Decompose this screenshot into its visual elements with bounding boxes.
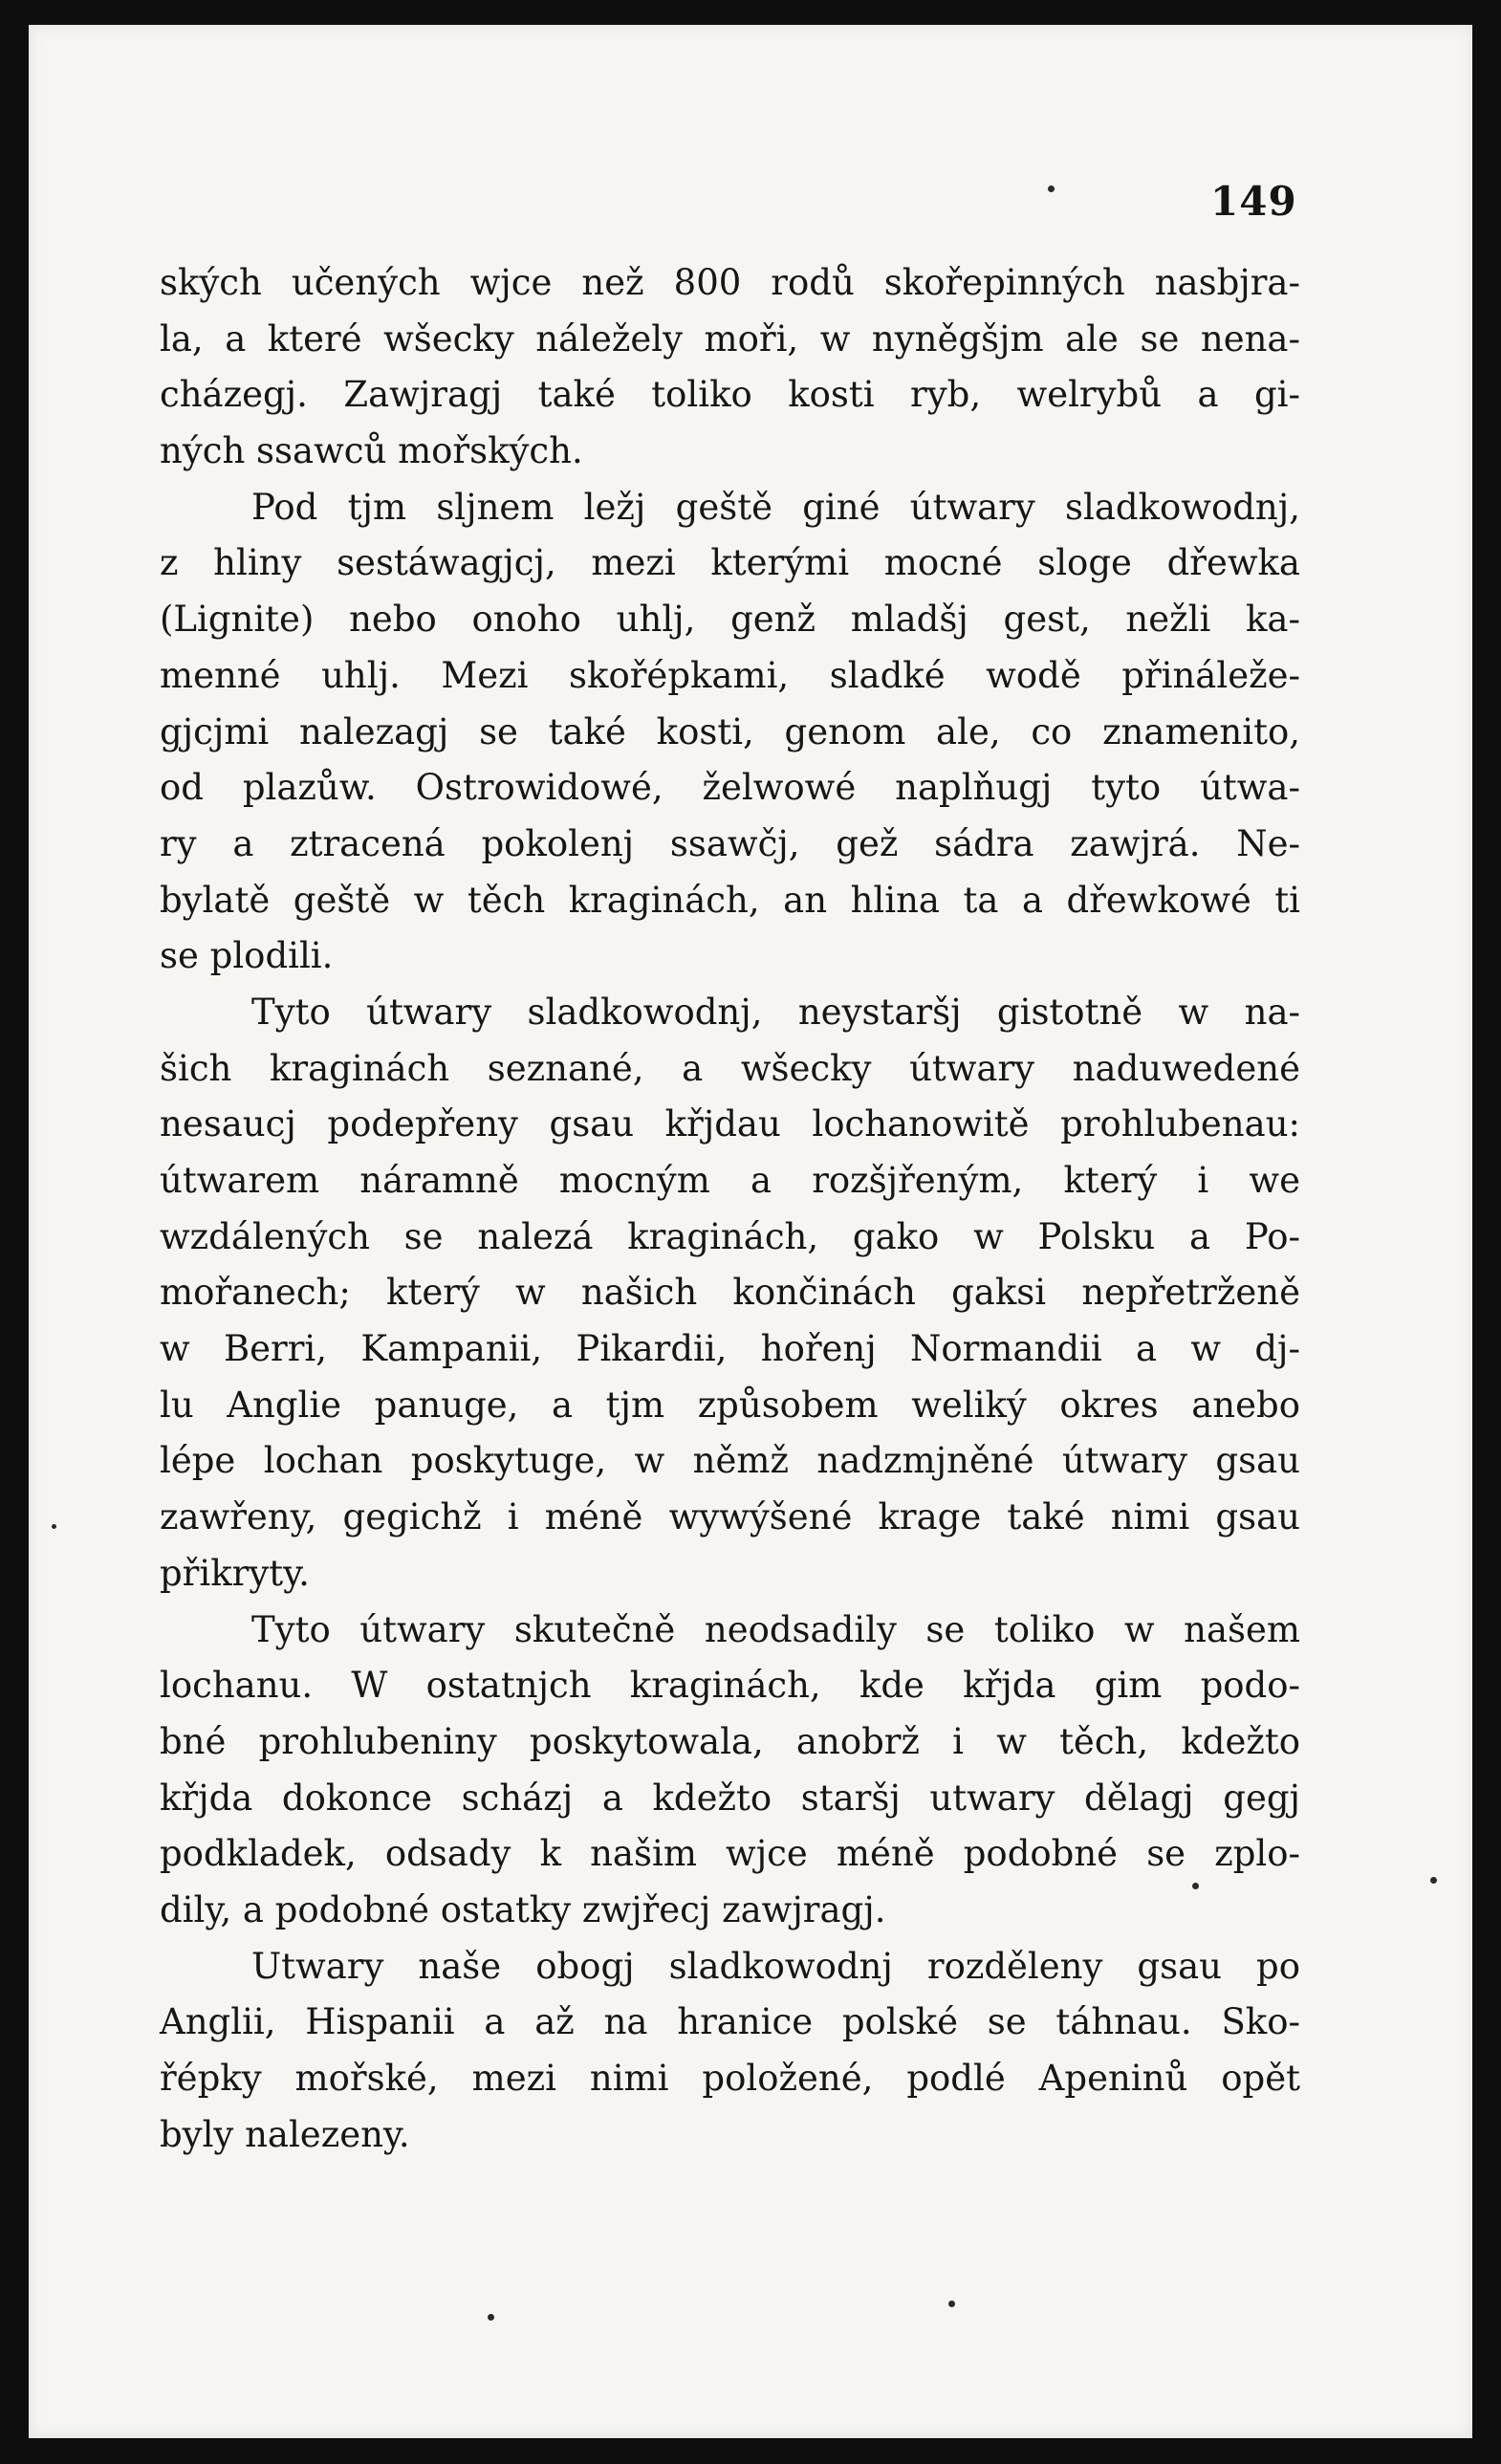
text-line: přikryty. bbox=[160, 1552, 310, 1594]
text-line: Anglii, Hispanii a až na hranice polské se táhnau. Sko- bbox=[160, 2001, 1300, 2043]
text-line: řépky mořské, mezi nimi položené, podlé Apeninů opět bbox=[160, 2058, 1300, 2099]
text-line: mořanech; který w našich končinách gaksi nepřetrženě bbox=[160, 1272, 1300, 1314]
text-line: cházegj. Zawjragj také toliko kosti ryb, welrybů a gi- bbox=[160, 374, 1300, 416]
scan-speck bbox=[1430, 1877, 1437, 1884]
text-line: ných ssawců mořských. bbox=[160, 430, 583, 472]
text-line: bylatě geště w těch kraginách, an hlina ta a dřewkowé ti bbox=[160, 879, 1300, 921]
scan-speck bbox=[1048, 185, 1055, 192]
body-text bbox=[160, 255, 1300, 2163]
text-line: šich kraginách seznané, a wšecky útwary naduwedené bbox=[160, 1047, 1300, 1089]
text-line: Tyto útwary skutečně neodsadily se toliko w našem bbox=[251, 1608, 1300, 1650]
text-line: křjda dokonce scházj a kdežto staršj utwary dělagj gegj bbox=[160, 1777, 1300, 1819]
text-line: zawřeny, gegichž i méně wywýšené krage také nimi gsau bbox=[160, 1496, 1300, 1538]
page-number: 149 bbox=[1210, 178, 1297, 225]
text-line: se plodili. bbox=[160, 935, 334, 977]
text-line: od plazůw. Ostrowidowé, želwowé naplňugj tyto útwa- bbox=[160, 767, 1300, 809]
text-line: gjcjmi nalezagj se také kosti, genom ale, co znamenito, bbox=[160, 710, 1300, 752]
text-line: útwarem náramně mocným a rozšjřeným, který i we bbox=[160, 1160, 1300, 1201]
text-line: podkladek, odsady k našim wjce méně podobné se zplo- bbox=[160, 1833, 1300, 1875]
text-line: w Berri, Kampanii, Pikardii, hořenj Normandii a w dj- bbox=[160, 1328, 1300, 1370]
text-line: Utwary naše obogj sladkowodnj rozděleny gsau po bbox=[251, 1945, 1300, 1987]
scan-speck bbox=[1192, 1883, 1199, 1889]
book-page bbox=[29, 25, 1472, 2438]
scan-speck bbox=[948, 2300, 955, 2307]
text-line: Pod tjm slјnem ležj geště giné útwary sladkowodnj, bbox=[251, 486, 1300, 528]
text-line: menné uhlj. Mezi skořépkami, sladké wodě přináleže- bbox=[160, 654, 1300, 696]
text-line: la, a které wšecky náležely moři, w nyněgšjm ale se nena- bbox=[160, 317, 1300, 360]
scan-speck bbox=[52, 1524, 56, 1529]
scan-speck bbox=[488, 2314, 494, 2321]
text-line: byly nalezeny. bbox=[160, 2113, 410, 2155]
text-line: bné prohlubeniny poskytowala, anobrž i w těch, kdežto bbox=[160, 1720, 1300, 1762]
text-line: dily, a podobné ostatky zwjřecj zawjragj. bbox=[160, 1888, 886, 1930]
text-line: z hliny sestáwagjcj, mezi kterými mocné sloge dřewka bbox=[160, 542, 1300, 584]
text-line: (Lignite) nebo onoho uhlj, genž mladšj gest, nežli ka- bbox=[160, 599, 1300, 641]
text-line: ských učených wjce než 800 rodů skořepinných nasbjra- bbox=[160, 262, 1300, 303]
text-line: ry a ztracená pokolenj ssawčj, gež sádra zawjrá. Ne- bbox=[160, 822, 1300, 864]
text-line: lu Anglie panuge, a tjm způsobem weliký okres anebo bbox=[160, 1384, 1300, 1426]
text-line: lépe lochan poskytuge, w němž nadzmjněné útwary gsau bbox=[160, 1440, 1300, 1482]
text-line: Tyto útwary sladkowodnj, neystaršj gistotně w na- bbox=[251, 991, 1300, 1033]
text-line: lochanu. W ostatnjch kraginách, kde křjda gim podo- bbox=[160, 1665, 1300, 1707]
text-line: nesaucj podepřeny gsau křjdau lochanowitě prohlubenau: bbox=[160, 1103, 1300, 1145]
text-line: wzdálených se nalezá kraginách, gako w Polsku a Po- bbox=[160, 1215, 1300, 1257]
